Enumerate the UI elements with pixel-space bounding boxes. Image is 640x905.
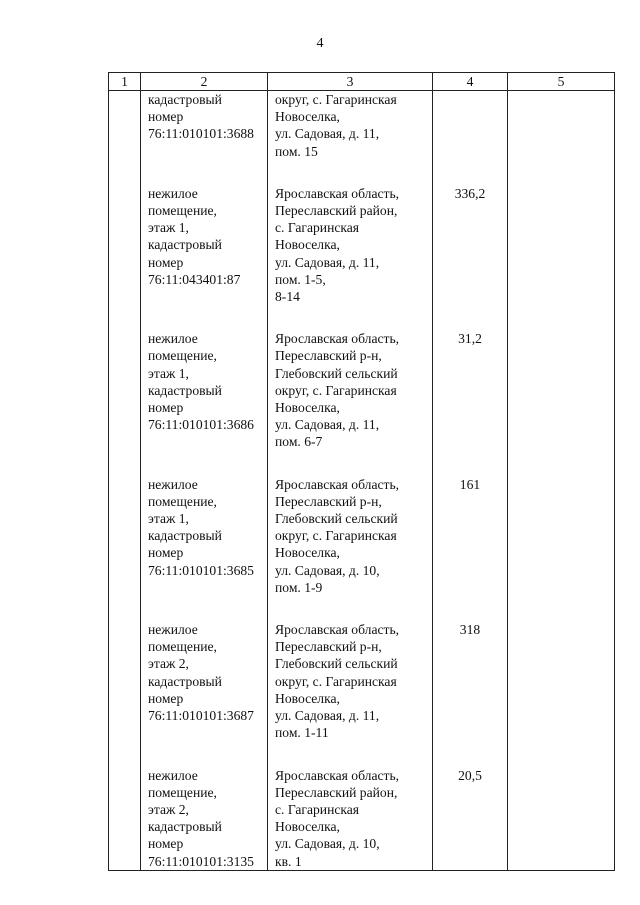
object-cell [141, 185, 268, 305]
note-cell [508, 621, 615, 741]
table-header [109, 73, 615, 91]
row-number-cell [109, 91, 141, 160]
column-header-5: 5 [508, 73, 615, 91]
row-spacer [109, 305, 615, 330]
area-cell [433, 91, 508, 160]
object-description: нежилое помещение, этаж 1, кадастровый номер 76:11:043401:87 [148, 185, 241, 287]
area-value: 20,5 [458, 767, 482, 783]
area-value: 318 [459, 622, 481, 638]
object-cell [141, 330, 268, 450]
table-body [109, 91, 615, 871]
address-cell [268, 330, 433, 450]
area-cell [433, 476, 508, 596]
table-row [109, 767, 615, 871]
address-text: Ярославская область, Переславский район, с. Гагаринская Новоселка, ул. Садовая, д. 10, кв. 1 [275, 767, 400, 869]
area-value: 336,2 [454, 185, 486, 201]
address-text: Ярославская область, Переславский р-н, Глебовский сельский округ, с. Гагаринская Новоселка, ул. Садовая, д. 11, пом. 1-11 [275, 622, 400, 741]
note-cell [508, 767, 615, 871]
area-cell [433, 330, 508, 450]
address-cell [268, 767, 433, 871]
object-cell [141, 621, 268, 741]
address-cell [268, 91, 433, 160]
row-spacer [109, 160, 615, 185]
row-number-cell [109, 185, 141, 305]
row-spacer [109, 742, 615, 767]
address-text: Ярославская область, Переславский р-н, Глебовский сельский округ, с. Гагаринская Новоселка, ул. Садовая, д. 10, пом. 1-9 [275, 476, 400, 595]
object-description: нежилое помещение, этаж 2, кадастровый номер 76:11:010101:3687 [148, 622, 254, 724]
object-description: нежилое помещение, этаж 1, кадастровый номер 76:11:010101:3685 [148, 476, 254, 578]
address-text: округ, с. Гагаринская Новоселка, ул. Садовая, д. 11, пом. 15 [275, 92, 397, 159]
object-description: нежилое помещение, этаж 1, кадастровый номер 76:11:010101:3686 [148, 331, 254, 433]
area-cell [433, 185, 508, 305]
object-description: нежилое помещение, этаж 2, кадастровый номер 76:11:010101:3135 [148, 767, 254, 869]
row-number-cell [109, 476, 141, 596]
object-description: кадастровый номер 76:11:010101:3688 [148, 92, 254, 142]
page-number: 4 [316, 36, 324, 51]
table-row [109, 91, 615, 160]
object-cell [141, 476, 268, 596]
column-header-1: 1 [109, 73, 141, 91]
note-cell [508, 185, 615, 305]
table-row [109, 185, 615, 305]
address-cell [268, 476, 433, 596]
area-cell [433, 767, 508, 871]
table-header-row [109, 73, 615, 91]
note-cell [508, 330, 615, 450]
row-number-cell [109, 330, 141, 450]
table-row [109, 330, 615, 450]
column-header-4: 4 [433, 73, 508, 91]
object-cell [141, 767, 268, 871]
address-cell [268, 621, 433, 741]
object-cell [141, 91, 268, 160]
address-text: Ярославская область, Переславский район, с. Гагаринская Новоселка, ул. Садовая, д. 11, пом. 1-5, 8-14 [275, 185, 400, 305]
row-number-cell [109, 621, 141, 741]
area-cell [433, 621, 508, 741]
area-value: 31,2 [458, 331, 482, 347]
row-spacer [109, 596, 615, 621]
table-row [109, 476, 615, 596]
address-text: Ярославская область, Переславский р-н, Глебовский сельский округ, с. Гагаринская Новоселка, ул. Садовая, д. 11, пом. 6-7 [275, 331, 400, 450]
note-cell [508, 91, 615, 160]
address-cell [268, 185, 433, 305]
property-table [108, 72, 615, 871]
row-number-cell [109, 767, 141, 871]
column-header-2: 2 [141, 73, 268, 91]
row-spacer [109, 451, 615, 476]
area-value: 161 [459, 476, 481, 492]
note-cell [508, 476, 615, 596]
table-row [109, 621, 615, 741]
column-header-3: 3 [268, 73, 433, 91]
